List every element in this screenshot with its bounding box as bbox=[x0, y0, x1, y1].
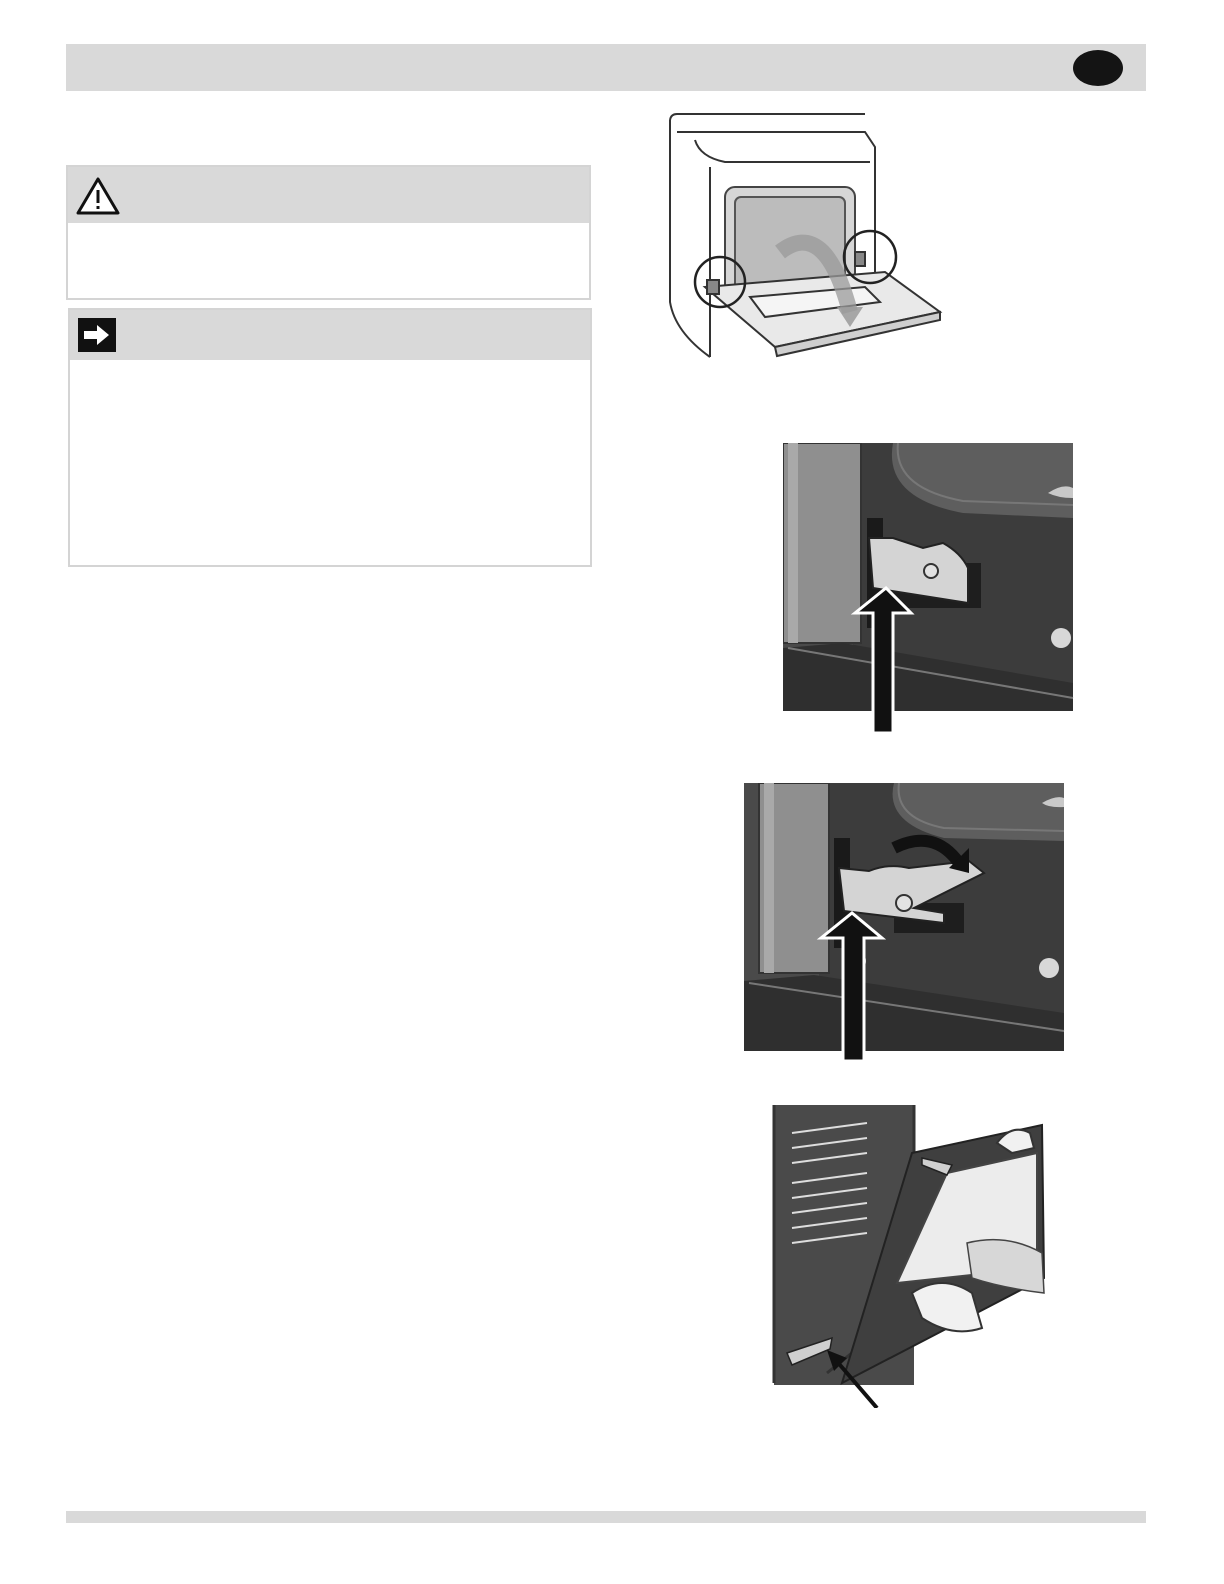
language-badge bbox=[1073, 50, 1123, 86]
footer-bar bbox=[66, 1511, 1146, 1523]
header-bar bbox=[66, 44, 1146, 91]
warning-triangle-icon bbox=[76, 177, 120, 215]
range-door-open-illustration bbox=[665, 112, 945, 362]
warning-box-header bbox=[68, 167, 589, 223]
note-box bbox=[68, 308, 592, 567]
warning-box bbox=[66, 165, 591, 300]
note-box-header bbox=[70, 310, 590, 360]
arrow-right-icon bbox=[78, 318, 116, 352]
door-removal-illustration bbox=[772, 1103, 1048, 1408]
hinge-lock-closed-illustration bbox=[783, 443, 1075, 733]
hinge-lock-open-illustration bbox=[744, 783, 1066, 1061]
